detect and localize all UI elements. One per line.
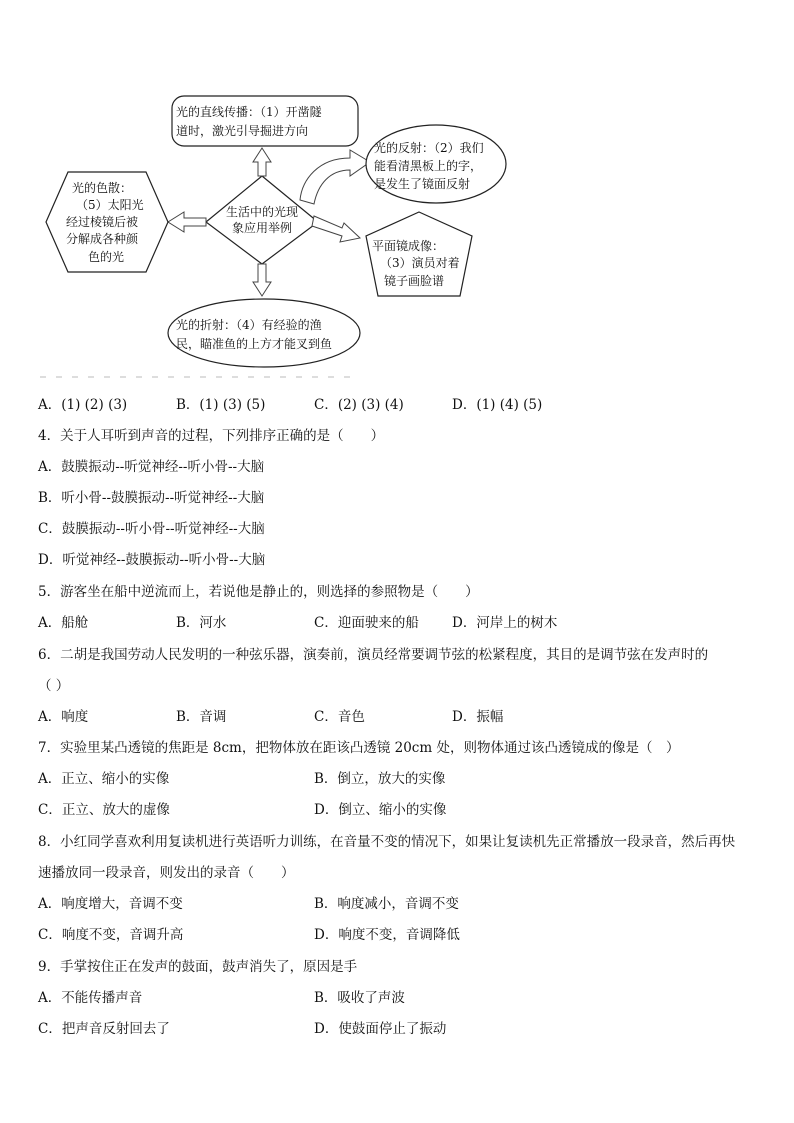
q4-option-d: D．听觉神经--鼓膜振动--听小骨--大脑 [38,552,266,568]
q5-option-b: B．河水 [176,615,227,631]
center-diamond [206,176,318,264]
q4-option-a: A．鼓膜振动--听觉神经--听小骨--大脑 [38,459,265,475]
dispersion-line-1: 光的色散： [72,181,133,195]
q7-option-b: B．倒立，放大的实像 [314,771,446,787]
q7-stem: 7．实验里某凸透镜的焦距是 8cm，把物体放在距该凸透镜 20cm 处，则物体通过该凸透镜成的像是（ ） [38,740,680,756]
center-label-line-2: 象应用举例 [231,221,293,235]
q5-option-c: C．迎面驶来的船 [314,615,419,631]
q9-option-b: B．吸收了声波 [314,990,405,1006]
dispersion-line-2: （5）太阳光 [76,198,144,212]
arrow-right-down-icon [312,216,360,242]
reflection-line-3: 是发生了镜面反射 [374,177,471,191]
q9-option-a: A．不能传播声音 [38,990,143,1006]
ellipse-refraction [168,299,360,367]
arrow-left-icon [168,212,206,232]
q3-option-c: C．(2) (3) (4) [314,397,404,413]
q8-stem-line-1: 8．小红同学喜欢利用复读机进行英语听力训练，在音量不变的情况下，如果让复读机先正常播放一段录音，然后再快 [38,834,736,850]
q8-option-b: B．响度减小，音调不变 [314,896,459,912]
q8-stem-line-2: 速播放同一段录音，则发出的录音（ ） [38,865,295,881]
dispersion-line-4: 分解成各种颜 [66,232,139,246]
box-straight-propagation [172,96,358,146]
plane-mirror-line-3: 镜子画脸谱 [384,274,445,288]
dispersion-line-3: 经过棱镜后被 [66,215,139,229]
reflection-line-2: 能看清黑板上的字， [374,159,483,173]
q4-stem: 4．关于人耳听到声音的过程，下列排序正确的是（ ） [38,428,385,444]
q6-option-c: C．音色 [314,709,365,725]
q6-option-b: B．音调 [176,709,227,725]
q7-option-d: D．倒立、缩小的实像 [314,802,447,818]
dispersion-line-5: 色的光 [88,250,125,264]
plane-mirror-line-1: 平面镜成像： [372,239,445,253]
q4-option-c: C．鼓膜振动--听小骨--听觉神经--大脑 [38,521,265,537]
q3-option-d: D．(1) (4) (5) [452,397,543,413]
q8-option-d: D．响度不变，音调降低 [314,927,460,943]
q4-option-b: B．听小骨--鼓膜振动--听觉神经--大脑 [38,490,265,506]
straight-propagation-line-1: 光的直线传播：（1）开凿隧 [176,105,322,119]
q7-option-a: A．正立、缩小的实像 [38,771,170,787]
q8-option-a: A．响度增大，音调不变 [38,896,183,912]
straight-propagation-line-2: 道时，激光引导掘进方向 [176,124,309,138]
plane-mirror-line-2: （3）演员对着 [380,256,460,270]
q5-option-d: D．河岸上的树木 [452,615,558,631]
q3-option-a: A．(1) (2) (3) [38,397,128,413]
q6-option-a: A．响度 [38,709,89,725]
reflection-line-1: 光的反射：（2）我们 [374,141,484,155]
light-phenomena-diagram [0,0,794,385]
q6-stem-line-1: 6．二胡是我国劳动人民发明的一种弦乐器，演奏前，演员经常要调节弦的松紧程度，其目的是调节弦在发声时的 [38,647,709,663]
arrow-down-icon [253,264,271,296]
refraction-line-1: 光的折射：（4）有经验的渔 [176,318,322,332]
refraction-line-2: 民，瞄准鱼的上方才能叉到鱼 [176,337,333,351]
q6-stem-line-2: （ ） [38,678,70,694]
q9-option-d: D．使鼓面停止了振动 [314,1021,447,1037]
q9-option-c: C．把声音反射回去了 [38,1021,170,1037]
arrow-up-icon [253,148,271,176]
q9-stem: 9．手掌按住正在发声的鼓面，鼓声消失了，原因是手 [38,959,358,975]
center-label-line-1: 生活中的光现 [225,205,299,219]
curved-arrow-icon [300,150,370,204]
q3-option-b: B．(1) (3) (5) [176,397,266,413]
q6-option-d: D．振幅 [452,709,504,725]
q8-option-c: C．响度不变，音调升高 [38,927,184,943]
q5-option-a: A．船舱 [38,615,89,631]
q5-stem: 5．游客坐在船中逆流而上，若说他是静止的，则选择的参照物是（ ） [38,584,479,600]
q7-option-c: C．正立、放大的虚像 [38,802,170,818]
